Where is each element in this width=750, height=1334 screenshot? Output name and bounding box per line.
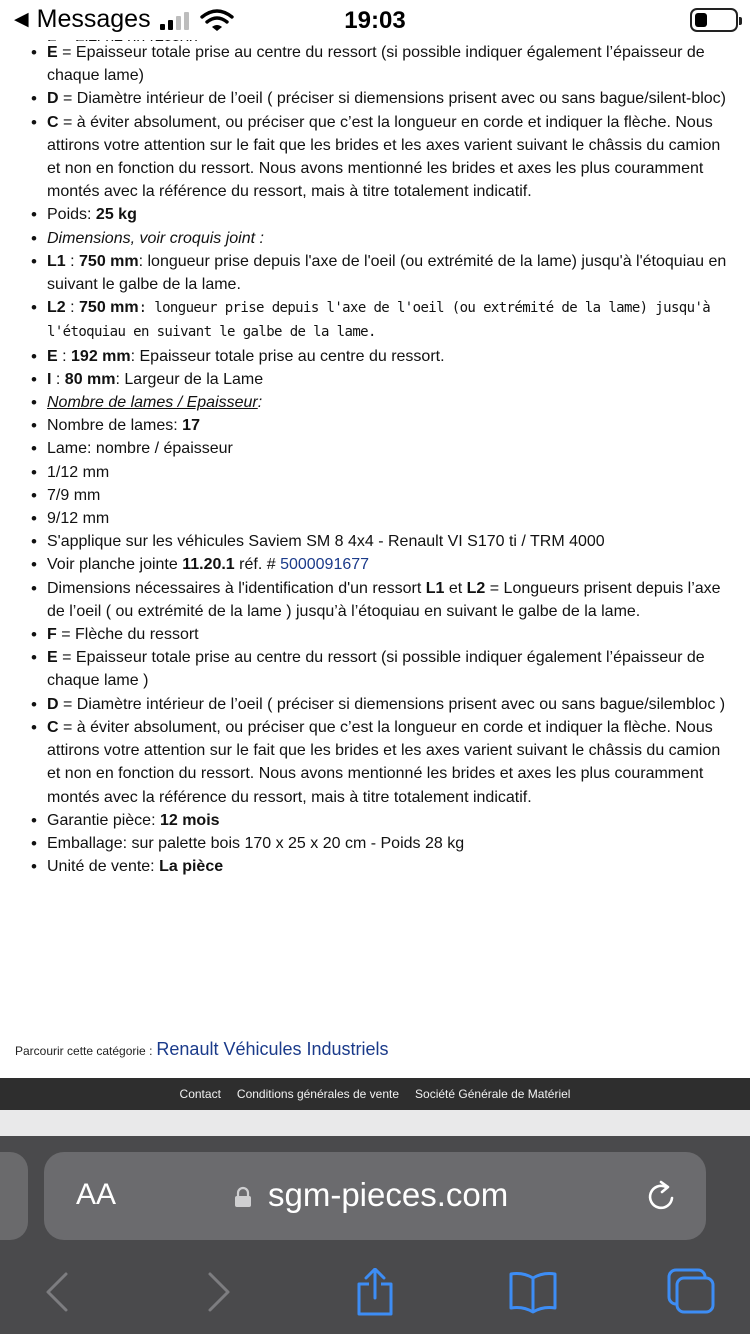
back-app-label: Messages bbox=[36, 5, 151, 33]
reload-icon[interactable] bbox=[644, 1178, 678, 1214]
list-item: • Nombre de lames: 17 bbox=[47, 414, 736, 437]
status-bar bbox=[0, 0, 750, 40]
address-bar[interactable] bbox=[44, 1152, 706, 1240]
list-item: • S'applique sur les véhicules Saviem SM 8 4x4 - Renault VI S170 ti / TRM 4000 bbox=[47, 530, 736, 553]
list-item: • 1/12 mm bbox=[47, 461, 736, 484]
list-item: • 7/9 mm bbox=[47, 484, 736, 507]
list-item: • L2 : 750 mm: longueur prise depuis l'axe de l'oeil (ou extrémité de la lame) jusqu'à l'étoquiau en suivant le galbe de la lame. bbox=[47, 296, 736, 344]
list-item: • E = Epaisseur totale prise au centre du ressort (si possible indiquer également l’épaisseur de chaque lame) bbox=[47, 41, 736, 87]
reader-options-button[interactable]: AA bbox=[76, 1178, 117, 1211]
share-icon[interactable] bbox=[349, 1268, 401, 1316]
product-description bbox=[0, 29, 750, 878]
list-item: • Dimensions, voir croquis joint : bbox=[47, 227, 736, 250]
list-item: • F = Flèche du ressort bbox=[47, 623, 736, 646]
list-item: • C = à éviter absolument, ou préciser que c’est la longueur en corde et indiquer la flèche. Nous attirons votre attention sur le fait que les brides et les axes varient suivant le châssis du camion et non en fonction du ressort. Nous avons mentionné les brides et axes les plus couramment montés avec la référence du ressort, mais à titre totalement indicatif. bbox=[47, 111, 736, 204]
list-item: • E : 192 mm: Epaisseur totale prise au centre du ressort. bbox=[47, 345, 736, 368]
back-triangle-icon: ◀ bbox=[14, 9, 29, 30]
forward-icon[interactable] bbox=[192, 1268, 244, 1316]
toolbar-buttons bbox=[0, 1260, 750, 1320]
reference-link[interactable]: 5000091677 bbox=[280, 556, 370, 574]
list-item: • I : 80 mm: Largeur de la Lame bbox=[47, 368, 736, 391]
status-time: 19:03 bbox=[344, 7, 406, 34]
back-icon[interactable] bbox=[32, 1268, 84, 1316]
url-text: sgm-pieces.com bbox=[268, 1176, 509, 1213]
spec-list bbox=[0, 29, 750, 878]
footer-link-contact[interactable]: Contact bbox=[179, 1087, 221, 1101]
list-item: • Lame: nombre / épaisseur bbox=[47, 437, 736, 460]
list-item: • D = Diamètre intérieur de l’oeil ( préciser si diemensions prisent avec ou sans bague/silent-bloc) bbox=[47, 87, 736, 110]
browser-toolbar bbox=[0, 1136, 750, 1334]
list-item: • 9/12 mm bbox=[47, 507, 736, 530]
list-item: • Garantie pièce: 12 mois bbox=[47, 809, 736, 832]
list-item: • Voir planche jointe 11.20.1 réf. # 5000091677 bbox=[47, 553, 736, 576]
lock-icon bbox=[234, 1186, 252, 1208]
bookmarks-icon[interactable] bbox=[507, 1268, 559, 1316]
site-footer bbox=[0, 1078, 750, 1110]
page-bottom-spacer bbox=[0, 1110, 750, 1136]
list-item: • Nombre de lames / Epaisseur: bbox=[47, 391, 736, 414]
list-item: • L1 : 750 mm: longueur prise depuis l'axe de l'oeil (ou extrémité de la lame) jusqu'à l'étoquiau en suivant le galbe de la lame. bbox=[47, 250, 736, 296]
list-item: • D = Diamètre intérieur de l’oeil ( préciser si diemensions prisent avec ou sans bague/silembloc ) bbox=[47, 693, 736, 716]
battery-icon bbox=[690, 8, 738, 32]
list-item: • Poids: 25 kg bbox=[47, 203, 736, 226]
list-item: • Dimensions nécessaires à l'identification d'un ressort L1 et L2 = Longueurs prisent depuis l’axe de l’oeil ( ou extrémité de la lame ) jusqu’à l’étoquiau en suivant le galbe de la lame. bbox=[47, 577, 736, 623]
list-item: • Emballage: sur palette bois 170 x 25 x 20 cm - Poids 28 kg bbox=[47, 832, 736, 855]
category-link[interactable]: Renault Véhicules Industriels bbox=[156, 1039, 389, 1059]
browse-label: Parcourir cette catégorie : bbox=[15, 1044, 153, 1058]
browse-category bbox=[15, 1039, 389, 1060]
list-item: • Unité de vente: La pièce bbox=[47, 855, 736, 878]
footer-link-company[interactable]: Société Générale de Matériel bbox=[415, 1087, 571, 1101]
list-item: • C = à éviter absolument, ou préciser que c’est la longueur en corde et indiquer la flèche. Nous attirons votre attention sur le fait que les brides et les axes varient suivant le châssis du camion et non en fonction du ressort. Nous avons mentionné les brides et axes les plus couramment montés avec la référence du ressort, mais à titre totalement indicatif. bbox=[47, 716, 736, 809]
previous-tab-preview[interactable] bbox=[0, 1152, 28, 1240]
tabs-icon[interactable] bbox=[665, 1268, 717, 1316]
footer-link-terms[interactable]: Conditions générales de vente bbox=[236, 1087, 400, 1101]
list-item: • E = Epaisseur totale prise au centre du ressort (si possible indiquer également l’épaisseur de chaque lame ) bbox=[47, 646, 736, 692]
